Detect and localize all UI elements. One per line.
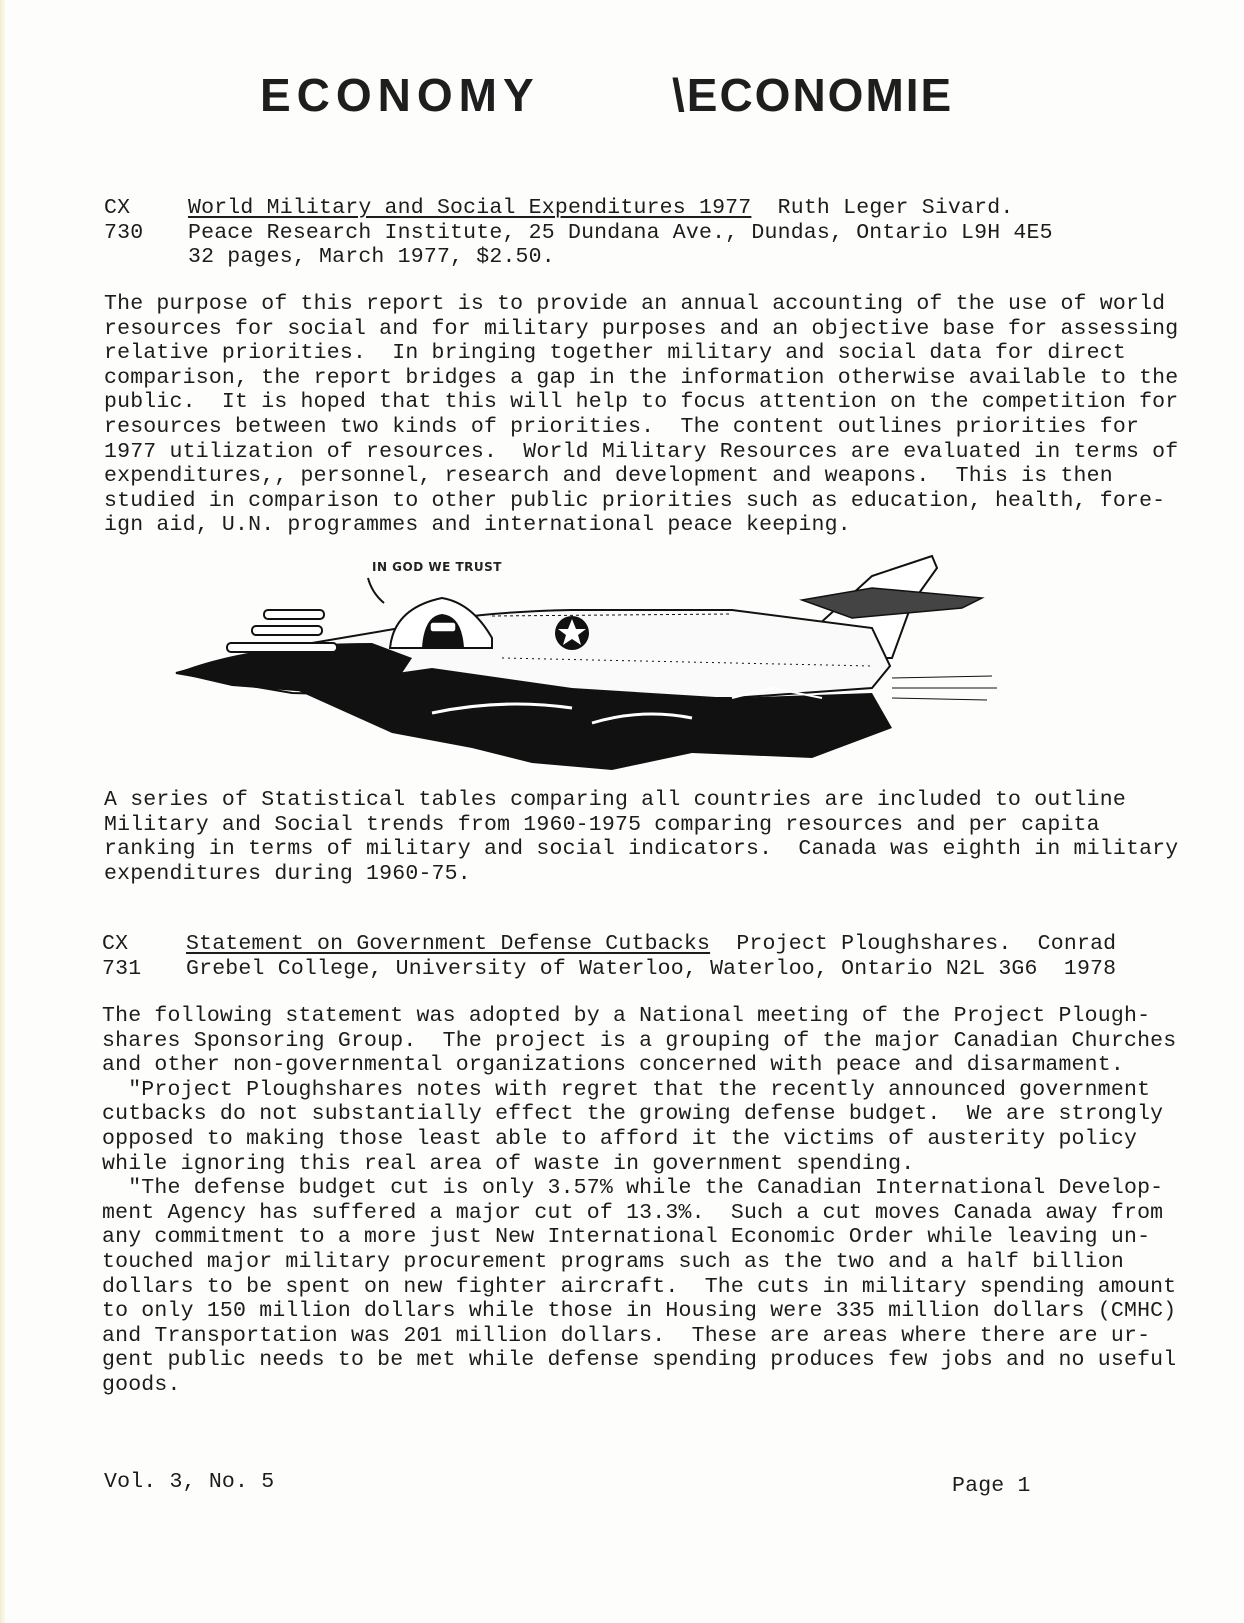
publication-title: World Military and Social Expenditures 1977 [188,196,752,220]
rocket [264,610,324,619]
entry-code-number: 731 [102,956,142,981]
publication-details: 32 pages, March 1977, $2.50. [188,245,555,270]
text-line: public. It is hoped that this will help to focus attention on the competition for [104,390,1179,415]
text-line: studied in comparison to other public priorities such as education, health, fore- [104,488,1166,513]
rocket [252,626,322,635]
text-line: shares Sponsoring Group. The project is a grouping of the major Canadian Churches [102,1028,1177,1053]
text-line: Military and Social trends from 1960-1975 comparing resources and per capita [104,812,1100,837]
publication-title: Statement on Government Defense Cutbacks [186,932,711,956]
text-line: expenditures during 1960-75. [104,861,471,886]
text-line: comparison, the report bridges a gap in the information otherwise available to the [104,365,1179,390]
text-line: and other non-governmental organizations concerned with peace and disarmament. [102,1053,1124,1078]
masthead-title-french: \ECONOMIE [672,69,954,121]
text-line: resources between two kinds of priorities. The content outlines priorities for [104,414,1140,439]
text-line: to only 150 million dollars while those in Housing were 335 million dollars (CMHC) [102,1299,1177,1324]
text-line: A series of Statistical tables comparing all countries are included to outline [104,788,1126,812]
entry-cx-730-statistics-note [104,788,1179,886]
volume-number: Vol. 3, No. 5 [104,1470,275,1494]
citation [188,196,1138,270]
text-line: The purpose of this report is to provide an annual accounting of the use of world [104,292,1166,316]
entry-code-prefix: CX [102,932,129,956]
text-line: The following statement was adopted by a National meeting of the Project Plough- [102,1004,1151,1028]
rocket [227,643,337,652]
text-line: ment Agency has suffered a major cut of 13.3%. Such a cut moves Canada away from [102,1200,1164,1225]
entry-code [102,932,172,981]
text-line: and Transportation was 201 million dollars. These are areas where there are ur- [102,1323,1151,1348]
entry-code-prefix: CX [104,196,131,220]
masthead [0,68,1244,128]
pilot-goggles [430,622,456,632]
text-line: while ignoring this real area of waste in government spending. [102,1151,915,1176]
text-line: goods. [102,1372,181,1397]
illustration-caption: IN GOD WE TRUST [372,560,502,574]
page-edge-shadow [0,0,5,1623]
text-line: any commitment to a more just New International Economic Order while leaving un- [102,1225,1151,1250]
entry-cx-730-summary [104,292,1179,538]
text-line: 1977 utilization of resources. World Military Resources are evaluated in terms of [104,439,1179,464]
publication-author: Ruth Leger Sivard. [777,196,1014,220]
text-line: gent public needs to be met while defense spending produces few jobs and no useful [102,1348,1177,1373]
entry-code [104,196,174,245]
entry-cx-731-statement [102,1004,1177,1398]
citation [186,932,1136,981]
text-line: ranking in terms of military and social indicators. Canada was eighth in military [104,837,1179,862]
publisher-line: Grebel College, University of Waterloo, Waterloo, Ontario N2L 3G6 1978 [186,956,1117,981]
speech-line [368,578,384,603]
text-line: "Project Ploughshares notes with regret that the recently announced government [102,1077,1151,1102]
text-line: ign aid, U.N. programmes and international peace keeping. [104,513,851,538]
publisher-line: Peace Research Institute, 25 Dundana Ave., Dundas, Ontario L9H 4E5 [188,220,1053,245]
horizontal-stabilizer [802,588,982,618]
page-number: Page 1 [952,1474,1031,1498]
publication-author: Project Ploughshares. Conrad [736,932,1117,956]
masthead-title-english: ECONOMY [260,69,540,121]
text-line: cutbacks do not substantially effect the growing defense budget. We are strongly [102,1102,1164,1127]
text-line: "The defense budget cut is only 3.57% while the Canadian International Develop- [102,1176,1164,1201]
text-line: touched major military procurement programs such as the two and a half billion [102,1249,1124,1274]
text-line: expenditures,, personnel, research and development and weapons. This is then [104,464,1113,489]
text-line: relative priorities. In bringing together military and social data for direct [104,341,1126,366]
text-line: dollars to be spent on new fighter aircraft. The cuts in military spending amount [102,1274,1177,1299]
fighter-jet-illustration [172,548,1002,773]
entry-code-number: 730 [104,220,144,245]
text-line: opposed to making those least able to afford it the victims of austerity policy [102,1126,1138,1151]
text-line: resources for social and for military purposes and an objective base for assessing [104,316,1179,341]
